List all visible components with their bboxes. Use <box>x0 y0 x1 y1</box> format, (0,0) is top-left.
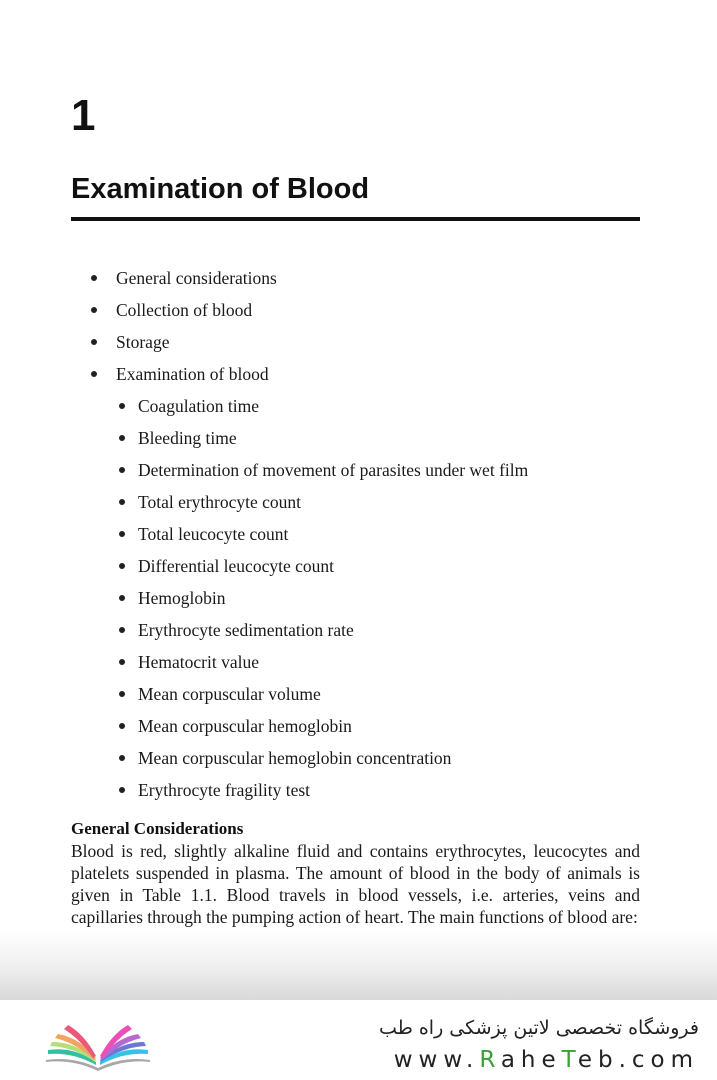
title-divider <box>71 217 640 221</box>
bullet-icon <box>119 723 125 729</box>
outline-subitem: Mean corpuscular hemoglobin <box>0 710 717 742</box>
bullet-icon <box>119 627 125 633</box>
bullet-icon <box>119 563 125 569</box>
bullet-icon <box>91 371 97 377</box>
bullet-icon <box>119 531 125 537</box>
outline-subitem: Hemoglobin <box>0 582 717 614</box>
bullet-icon <box>91 307 97 313</box>
outline-subitem: Coagulation time <box>0 390 717 422</box>
outline-subitem: Total leucocyte count <box>0 518 717 550</box>
bullet-icon <box>119 659 125 665</box>
section-heading: General Considerations <box>71 819 244 838</box>
outline-item: General considerations <box>0 262 717 294</box>
chapter-number: 1 <box>71 91 96 140</box>
outline-subitem: Mean corpuscular volume <box>0 678 717 710</box>
bullet-icon <box>119 467 125 473</box>
bullet-icon <box>91 275 97 281</box>
general-considerations-section <box>71 818 640 928</box>
section-body: Blood is red, slightly alkaline fluid and contains erythrocytes, leucocytes and platelets suspended in plasma. The amount of blood in the body of animals is given in Table 1.1. Blood travels in blood vessels, i.e. arteries, veins and capillaries through the pumping action of heart. The main functions of blood are: <box>71 841 640 927</box>
store-url-link[interactable]: www.RaheTeb.com <box>393 1047 699 1073</box>
outline-subitem: Erythrocyte sedimentation rate <box>0 614 717 646</box>
bullet-icon <box>119 691 125 697</box>
outline-item: Storage <box>0 326 717 358</box>
watermark-footer <box>0 1000 717 1080</box>
bullet-icon <box>119 595 125 601</box>
outline-subitem: Erythrocyte fragility test <box>0 774 717 806</box>
chapter-title: Examination of Blood <box>71 173 370 205</box>
bullet-icon <box>119 403 125 409</box>
bullet-icon <box>119 787 125 793</box>
outline-item: Collection of blood <box>0 294 717 326</box>
outline-subitem: Total erythrocyte count <box>0 486 717 518</box>
outline-subitem: Differential leucocyte count <box>0 550 717 582</box>
bullet-icon <box>91 339 97 345</box>
chapter-outline <box>0 262 717 806</box>
bullet-icon <box>119 755 125 761</box>
open-book-rainbow-icon <box>38 1012 158 1072</box>
store-name: فروشگاه تخصصی لاتین پزشکی راه طب <box>379 1017 699 1039</box>
outline-subitem: Hematocrit value <box>0 646 717 678</box>
bullet-icon <box>119 499 125 505</box>
outline-subitem: Bleeding time <box>0 422 717 454</box>
outline-subitem: Mean corpuscular hemoglobin concentration <box>0 742 717 774</box>
bullet-icon <box>119 435 125 441</box>
outline-item: Examination of blood <box>0 358 717 390</box>
outline-subitem: Determination of movement of parasites under wet film <box>0 454 717 486</box>
